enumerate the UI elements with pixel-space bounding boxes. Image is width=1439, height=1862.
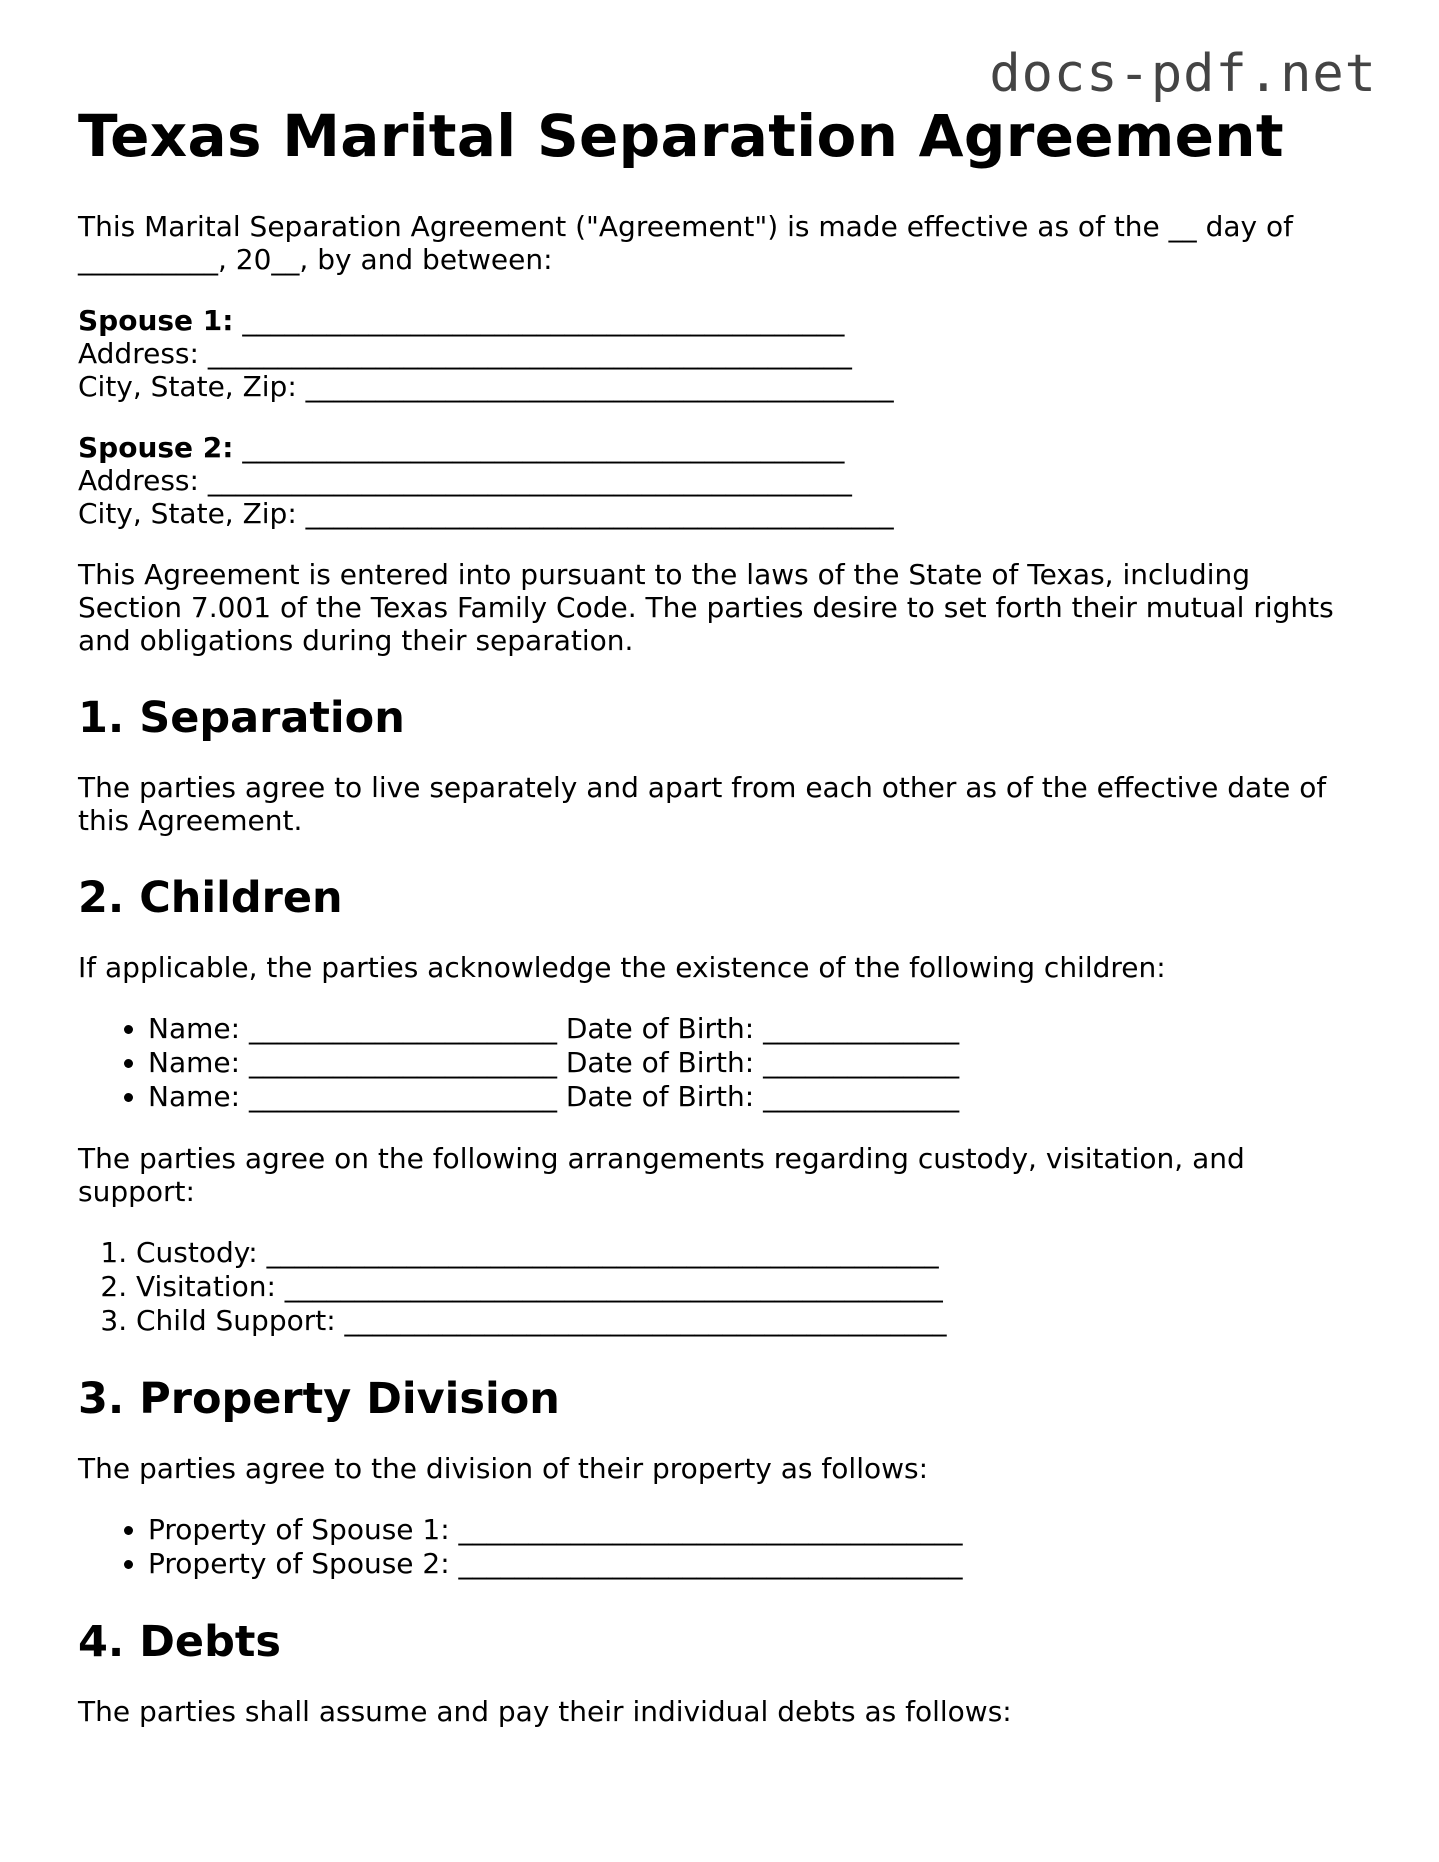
children-list <box>78 1012 1368 1114</box>
section-heading-separation: 1. Separation <box>78 693 405 743</box>
spouse2-label: Spouse 2: <box>78 431 234 464</box>
watermark: docs-pdf.net <box>989 44 1377 104</box>
list-item: 2. Visitation: _______________________________________________ <box>136 1270 1368 1304</box>
list-item: • Name: ______________________ Date of Birth: ______________ <box>148 1080 1368 1114</box>
spouse1-name-line <box>78 304 1368 337</box>
section-heading-children: 2. Children <box>78 873 343 923</box>
intro-line: This Marital Separation Agreement ("Agreement") is made effective as of the __ day of <box>78 210 1293 243</box>
list-item: • Property of Spouse 1: ____________________________________ <box>148 1513 1368 1547</box>
arrangements-list <box>78 1236 1368 1338</box>
debts-intro: The parties shall assume and pay their individual debts as follows: <box>78 1695 1012 1728</box>
separation-paragraph <box>78 771 1368 837</box>
spouse1-block <box>78 304 1368 403</box>
section-heading-property: 3. Property Division <box>78 1374 560 1424</box>
list-item: 3. Child Support: ___________________________________________ <box>136 1304 1368 1338</box>
spouse2-block <box>78 431 1368 530</box>
separation-line: this Agreement. <box>78 804 303 837</box>
spouse1-city: City, State, Zip: __________________________________________ <box>78 370 894 403</box>
document-title: Texas Marital Separation Agreement <box>78 102 1284 170</box>
list-item: • Name: ______________________ Date of Birth: ______________ <box>148 1012 1368 1046</box>
recital-line: This Agreement is entered into pursuant to the laws of the State of Texas, including <box>78 558 1250 591</box>
document-page <box>78 100 1368 1756</box>
spouse2-name-line <box>78 431 1368 464</box>
recital-line: and obligations during their separation. <box>78 624 634 657</box>
property-list <box>78 1513 1368 1581</box>
arrangements-intro-line: support: <box>78 1175 195 1208</box>
children-intro: If applicable, the parties acknowledge the existence of the following children: <box>78 951 1166 984</box>
arrangements-intro <box>78 1142 1368 1208</box>
spouse1-label: Spouse 1: <box>78 304 234 337</box>
list-item: • Property of Spouse 2: ____________________________________ <box>148 1547 1368 1581</box>
spouse2-address: Address: ______________________________________________ <box>78 464 852 497</box>
arrangements-intro-line: The parties agree on the following arrangements regarding custody, visitation, and <box>78 1142 1245 1175</box>
list-item: 1. Custody: ________________________________________________ <box>136 1236 1368 1270</box>
intro-line: __________, 20__, by and between: <box>78 243 553 276</box>
spouse1-address: Address: ______________________________________________ <box>78 337 852 370</box>
property-intro: The parties agree to the division of their property as follows: <box>78 1452 929 1485</box>
spouse2-city: City, State, Zip: __________________________________________ <box>78 497 894 530</box>
intro-paragraph <box>78 210 1368 276</box>
separation-line: The parties agree to live separately and apart from each other as of the effective date of <box>78 771 1327 804</box>
section-heading-debts: 4. Debts <box>78 1617 282 1667</box>
recital-line: Section 7.001 of the Texas Family Code. The parties desire to set forth their mutual rights <box>78 591 1334 624</box>
spouse2-name-blank: ___________________________________________ <box>233 431 845 464</box>
spouse1-name-blank: ___________________________________________ <box>233 304 845 337</box>
list-item: • Name: ______________________ Date of Birth: ______________ <box>148 1046 1368 1080</box>
recital-paragraph <box>78 558 1368 657</box>
